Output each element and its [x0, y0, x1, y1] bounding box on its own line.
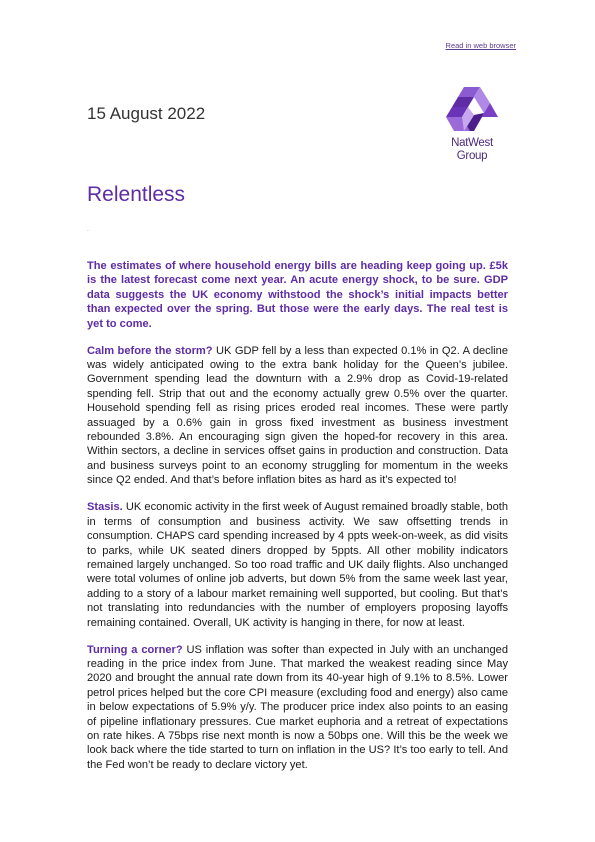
section-paragraph: [87, 344, 508, 488]
natwest-cubes-icon: [444, 85, 500, 133]
section-paragraph: [87, 643, 508, 773]
section-text: UK GDP fell by a less than expected 0.1% in Q2. A decline was widely anticipated owing to the extra bank holiday for the Queen’s jubilee. Government spending lead the downturn with a 2.9% drop as Covid-19-related spending fell. Strip that out and the economy actually grew 0.5% over the quarter. Household spending fell as rising prices eroded real incomes. These were partly assuaged by a 0.6% gain in gross fixed investment as business investment rebounded 3.8%. An encouraging sign given the hoped-for recovery in this area. Within sectors, a decline in services offset gains in production and construction. Data and business surveys point to an economy struggling for momentum in the weeks since Q2 ended. And that’s before inflation bites as hard as it’s expected to!: [87, 344, 508, 487]
section-text: UK economic activity in the first week of August remained broadly stable, both in terms of consumption and business activity. We saw offsetting trends in consumption. CHAPS card spending increased by 4 ppts week-on-week, as did visits to parks, while UK seated diners dropped by 5ppts. All other mobility indicators remained largely unchanged. So too road traffic and UK daily flights. Also unchanged were total volumes of online job adverts, but down 5% from the same week last year, adding to a story of a labour market remaining well supported, but cooling. But that’s not translating into redundancies with the number of employers proposing layoffs remaining contained. Overall, UK activity is hanging in there, for now at least.: [87, 501, 508, 629]
section-heading: Turning a corner?: [87, 643, 183, 656]
page-title: Relentless: [87, 183, 186, 206]
section-text: US inflation was softer than expected in July with an unchanged reading in the price index from June. That marked the weakest reading since May 2020 and brought the annual rate down from its 40-year high of 9.1% to 8.5%. Lower petrol prices helped but the core CPI measure (excluding food and energy) also came in below expectations of 5.9% y/y. The producer price index also points to an easing of pipeline inflationary pressures. Cue market euphoria and a retreat of expectations on rate hikes. A 75bps rise next month is now a 50bps one. Will this be the week we look back where the tide started to turn on inflation in the US? It’s too early to tell. And the Fed won’t be ready to declare victory yet.: [87, 643, 508, 771]
section-heading: Calm before the storm?: [87, 344, 213, 357]
issue-date: 15 August 2022: [87, 104, 206, 123]
lead-paragraph: The estimates of where household energy bills are heading keep going up. £5k is the latest forecast come next year. An acute energy shock, to be sure. GDP data suggests the UK economy withstood the shock’s initial impacts better than expected over the spring. But those were the early days. The real test is yet to come.: [87, 260, 508, 330]
logo-line-group: Group: [456, 150, 488, 162]
logo-line-natwest: NatWest: [451, 137, 493, 149]
article-body: [87, 259, 508, 785]
section-paragraph: [87, 500, 508, 630]
read-in-web-browser-link[interactable]: Read in web browser: [445, 41, 516, 50]
natwest-group-logo: [440, 85, 504, 163]
section-heading: Stasis.: [87, 501, 123, 514]
marker-dot: .: [87, 226, 89, 233]
